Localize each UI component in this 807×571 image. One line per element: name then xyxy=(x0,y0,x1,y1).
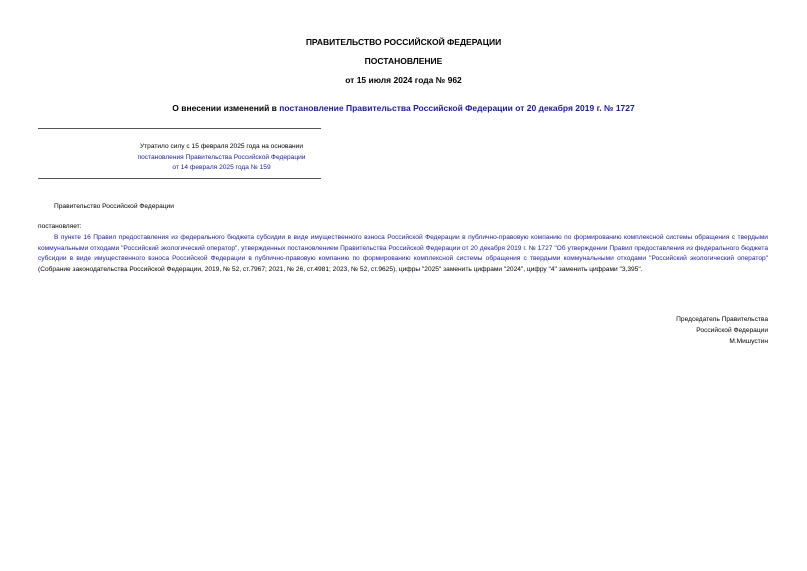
document-type: ПОСТАНОВЛЕНИЕ xyxy=(364,56,443,66)
status-block xyxy=(38,142,405,174)
resolves-line: постановляет: xyxy=(38,223,82,230)
status-text: Утратило силу с 15 февраля 2025 года на основании xyxy=(139,143,304,150)
repeal-act-link-line1[interactable]: постановления Правительства Российской Федерации xyxy=(137,153,306,161)
amended-act-link[interactable]: постановление Правительства Российской Федерации от 20 декабря 2019 г. № 1727 xyxy=(279,103,635,113)
signature-country: Российской Федерации xyxy=(696,327,768,334)
main-paragraph xyxy=(38,233,768,275)
paragraph-link[interactable]: В пункте 16 Правил предоставления из федерального бюджета субсидии в виде имущественного взноса Российской Федерации в публично-правовую компанию по формированию комплексной системы обращения с твердыми коммунальными отходами "Российский экологический оператор", утвержденных постановлением Правительства Российской Федерации от 20 декабря 2019 г. № 1727 "Об утверждении Правил предоставления из федерального бюджета субсидии в виде имущественного взноса Российской Федерации в публично-правовую компанию по формированию комплексной системы обращения с твердыми коммунальными отходами "Российский экологический оператор" xyxy=(38,234,768,262)
paragraph-tail: (Собрание законодательства Российской Федерации, 2019, № 52, ст.7967; 2021, № 26, ст.4981; 2023, № 52, ст.9625), цифры "2025" заменить цифрами "2024", цифру "4" заменить цифрами "3,395". xyxy=(38,265,643,273)
divider-top xyxy=(38,128,321,129)
signature-position: Председатель Правительства xyxy=(676,316,768,323)
signature-block xyxy=(560,314,768,347)
government-line: Правительство Российской Федерации xyxy=(54,203,174,210)
document-title xyxy=(0,103,807,113)
document-org: ПРАВИТЕЛЬСТВО РОССИЙСКОЙ ФЕДЕРАЦИИ xyxy=(305,37,502,47)
document-date-number: от 15 июля 2024 года № 962 xyxy=(345,75,462,85)
document-title-prefix: О внесении изменений в xyxy=(172,103,280,113)
divider-bottom xyxy=(38,178,321,179)
signature-name: М.Мишустин xyxy=(729,338,768,345)
repeal-act-link-line2[interactable]: от 14 февраля 2025 года № 159 xyxy=(172,164,271,172)
